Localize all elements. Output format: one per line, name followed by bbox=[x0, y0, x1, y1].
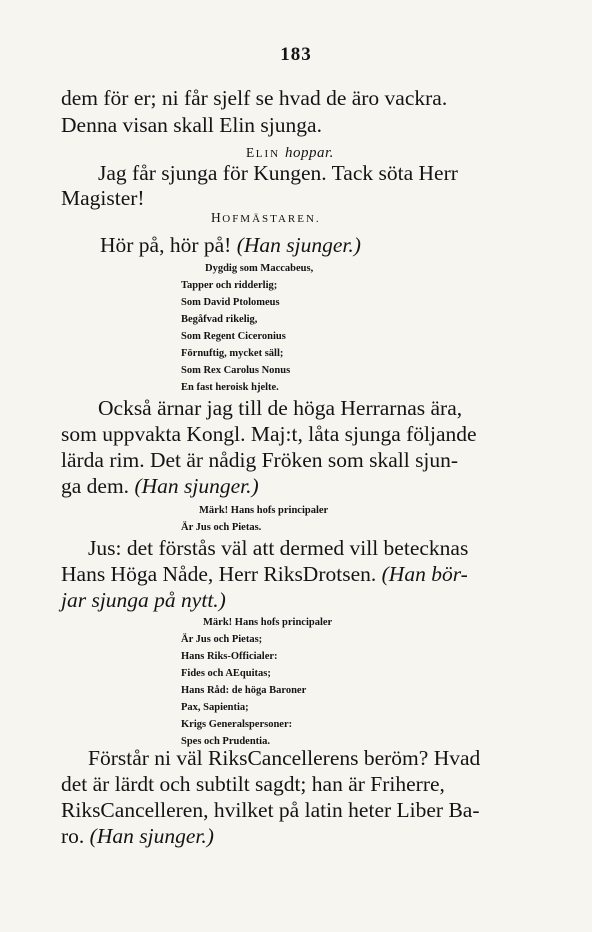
verse-line: Förnuftig, mycket säll; bbox=[181, 348, 284, 359]
verse-line: Fides och AEquitas; bbox=[181, 668, 271, 679]
verse-line: Är Jus och Pietas; bbox=[181, 634, 263, 645]
verse-line: Hans Råd: de höga Baroner bbox=[181, 685, 307, 696]
text-line: Också ärnar jag till de höga Herrarnas ära, bbox=[98, 396, 463, 420]
verse-line: Som David Ptolomeus bbox=[181, 297, 280, 308]
text-line: Hör på, hör på! (Han sjunger.) bbox=[100, 233, 361, 257]
text-line: som uppvakta Kongl. Maj:t, låta sjunga följande bbox=[61, 422, 477, 446]
text-line: Jus: det förstås väl att dermed vill betecknas bbox=[88, 536, 469, 560]
verse-line: Begåfvad rikelig, bbox=[181, 314, 258, 325]
verse-line: Krigs Generalspersoner: bbox=[181, 719, 293, 730]
speaker-hofmastaren: HOFMÄSTAREN. bbox=[211, 210, 321, 225]
verse-line: En fast heroisk hjelte. bbox=[181, 382, 279, 393]
verse-line: Som Rex Carolus Nonus bbox=[181, 365, 291, 376]
text-line: dem för er; ni får sjelf se hvad de äro vackra. bbox=[61, 86, 448, 110]
stage-direction: jar sjunga på nytt.) bbox=[61, 588, 226, 612]
speaker-elin: ELIN hoppar. bbox=[246, 145, 334, 161]
stage-direction: (Han sjunger.) bbox=[134, 474, 259, 498]
stage-direction: hoppar. bbox=[284, 145, 334, 161]
text-line: ro. (Han sjunger.) bbox=[61, 824, 214, 848]
text-line: Magister! bbox=[61, 186, 145, 210]
text-line: RiksCancelleren, hvilket på latin heter Liber Ba- bbox=[61, 798, 480, 822]
text-line: Jag får sjunga för Kungen. Tack söta Herr bbox=[98, 161, 458, 185]
text-line: Denna visan skall Elin sjunga. bbox=[61, 113, 322, 137]
verse-line: Märk! Hans hofs principaler bbox=[203, 617, 333, 628]
stage-direction: (Han sjunger.) bbox=[89, 824, 214, 848]
text-line: lärda rim. Det är nådig Fröken som skall sjun- bbox=[61, 448, 459, 472]
verse-line: Märk! Hans hofs principaler bbox=[199, 505, 329, 516]
stage-direction: (Han bör- bbox=[381, 562, 468, 586]
text-line: Förstår ni väl RiksCancellerens beröm? Hvad bbox=[88, 746, 481, 770]
text-line: Hans Höga Nåde, Herr RiksDrotsen. (Han bör- bbox=[61, 562, 468, 586]
verse-line: Pax, Sapientia; bbox=[181, 702, 249, 713]
verse-line: Tapper och ridderlig; bbox=[181, 280, 278, 291]
verse-line: Är Jus och Pietas. bbox=[181, 522, 262, 533]
verse-line: Som Regent Ciceronius bbox=[181, 331, 286, 342]
verse-line: Spes och Prudentia. bbox=[181, 736, 270, 747]
stage-direction: (Han sjunger.) bbox=[236, 233, 361, 257]
text-line: det är lärdt och subtilt sagdt; han är Friherre, bbox=[61, 772, 445, 796]
text-line: ga dem. (Han sjunger.) bbox=[61, 474, 259, 498]
verse-line: Dygdig som Maccabeus, bbox=[205, 263, 314, 274]
page-number: 183 bbox=[280, 44, 312, 65]
verse-line: Hans Riks-Officialer: bbox=[181, 651, 278, 662]
